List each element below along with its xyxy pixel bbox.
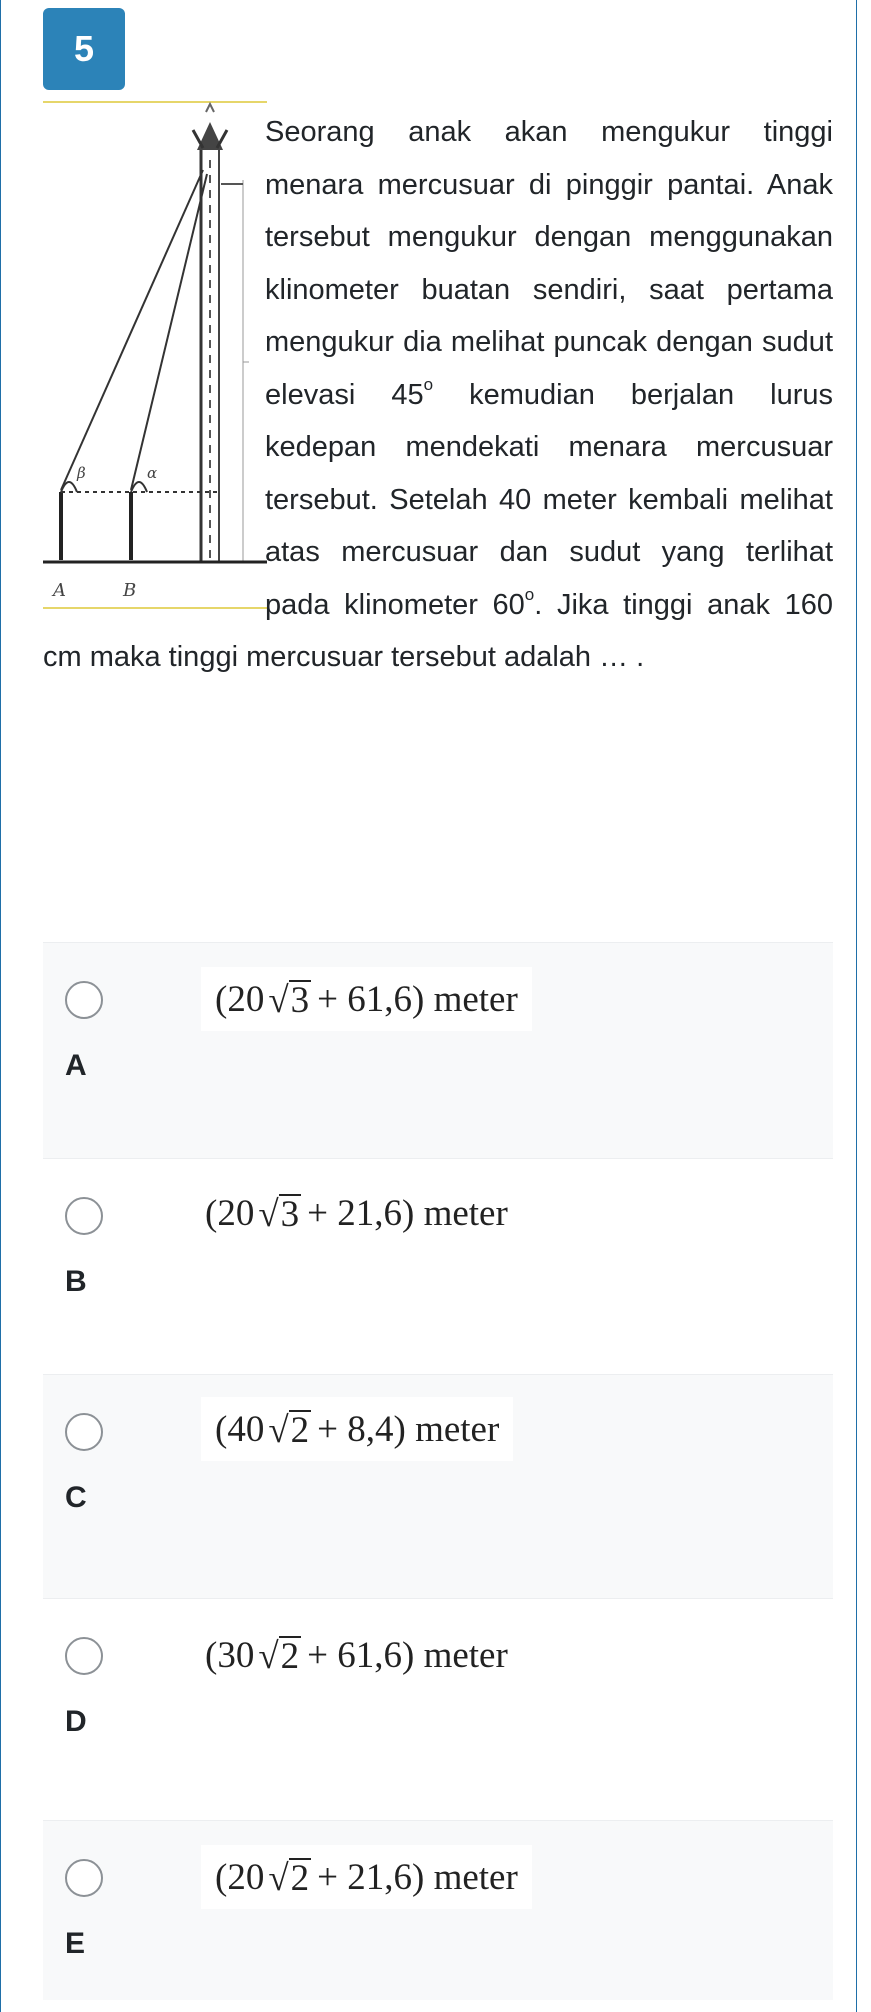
- point-a-label: A: [53, 580, 66, 601]
- option-d-formula: (30 √ 2 + 61,6) meter: [191, 1623, 522, 1687]
- question-text: Seorang anak akan mengukur tinggi menara mercusuar di pinggir pantai. Anak tersebut mengukur dengan menggunakan klinometer buatan sendiri, saat pertama mengukur dia melihat puncak dengan sudut elevasi 45$^o$ kemudian berjalan lurus kedepan mendekati menara mercusuar tersebut. Setelah 40 meter kembali melihat atas mercusuar dan sudut yang terlihat pada klinometer 60$^o$. Jika tinggi anak 160 cm maka tinggi mercusuar tersebut adalah … .: [43, 116, 833, 673]
- option-d-letter: D: [65, 1705, 87, 1738]
- beta-label: β: [77, 464, 86, 482]
- option-e-radio[interactable]: [65, 1859, 103, 1897]
- option-a-radio[interactable]: [65, 981, 103, 1019]
- option-a-letter: A: [65, 1049, 87, 1082]
- option-e-letter: E: [65, 1927, 86, 1960]
- option-c-formula: (40 √ 2 + 8,4) meter: [201, 1397, 513, 1461]
- option-e-formula: (20 √ 2 + 21,6) meter: [201, 1845, 532, 1909]
- option-d-radio[interactable]: [65, 1637, 103, 1675]
- option-b[interactable]: [43, 1158, 833, 1374]
- option-a[interactable]: [43, 942, 833, 1158]
- option-c[interactable]: [43, 1374, 833, 1598]
- alpha-label: α: [147, 464, 158, 482]
- option-e[interactable]: [43, 1820, 833, 2000]
- option-c-radio[interactable]: [65, 1413, 103, 1451]
- option-b-formula: (20 √ 3 + 21,6) meter: [191, 1181, 522, 1245]
- point-b-label: B: [123, 580, 137, 601]
- degree-symbol: o: [524, 584, 535, 604]
- option-b-letter: B: [65, 1265, 87, 1298]
- option-d[interactable]: [43, 1598, 833, 1820]
- question-number-badge: 5: [43, 8, 125, 90]
- option-c-letter: C: [65, 1481, 87, 1514]
- option-a-formula: (20 √ 3 + 61,6) meter: [201, 967, 532, 1031]
- degree-symbol: o: [423, 374, 434, 394]
- option-b-radio[interactable]: [65, 1197, 103, 1235]
